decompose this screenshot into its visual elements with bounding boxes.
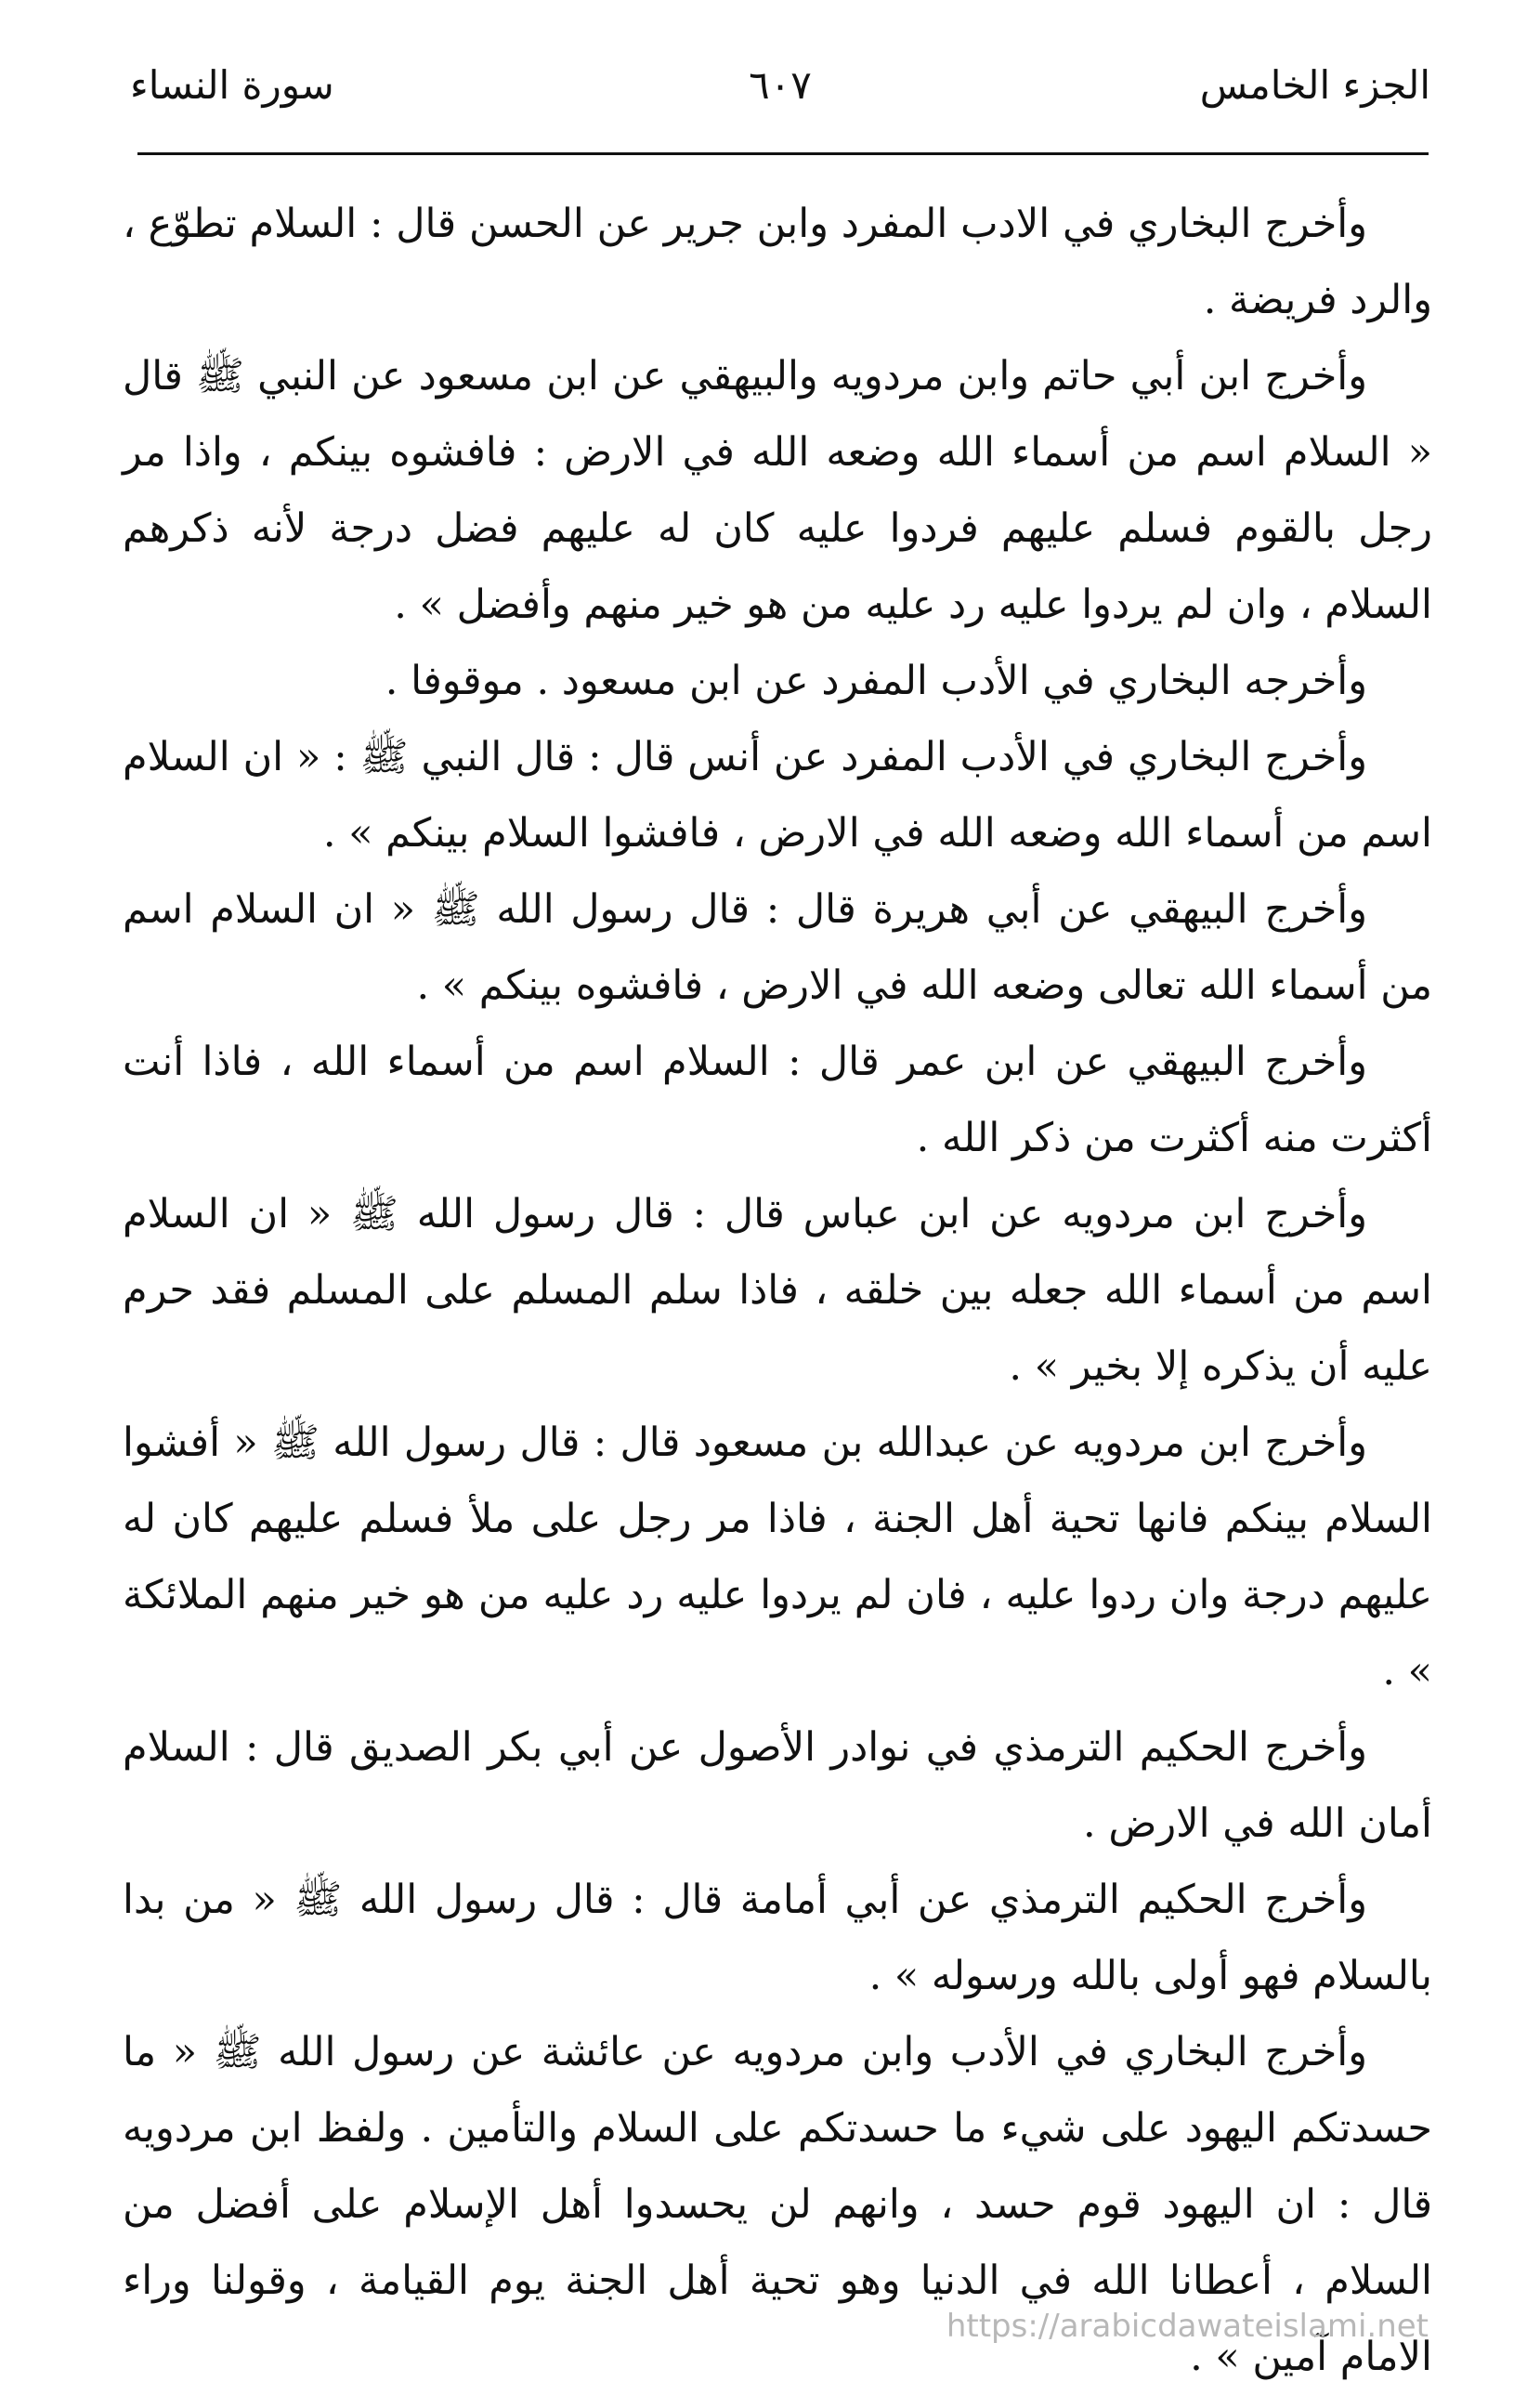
paragraph: وأخرج ابن أبي حاتم وابن مردويه والبيهقي عن ابن مسعود عن النبي ﷺ قال « السلام اسم من أسماء الله وضعه الله في الارض : فافشوه بينكم ، واذا مر رجل بالقوم فسلم عليهم فردوا عليه كان له عليهم فضل درجة لأنه ذكرهم السلام ، وان لم يردوا عليه رد عليه من هو خير منهم وأفضل » . xyxy=(123,353,1432,628)
surah-title: سورة النساء xyxy=(130,62,334,108)
page-body xyxy=(123,186,1432,2395)
paragraph: وأخرج ابن مردويه عن ابن عباس قال : قال رسول الله ﷺ « ان السلام اسم من أسماء الله جعله بين خلقه ، فاذا سلم المسلم على المسلم فقد حرم عليه أن يذكره إلا بخير » . xyxy=(123,1191,1432,1390)
paragraph: وأخرج البيهقي عن ابن عمر قال : السلام اسم من أسماء الله ، فاذا أنت أكثرت منه أكثرت من ذكر الله . xyxy=(123,1039,1432,1161)
page-header xyxy=(130,58,1430,123)
header-rule xyxy=(137,152,1429,155)
paragraph: وأخرج الحكيم الترمذي في نوادر الأصول عن أبي بكر الصديق قال : السلام أمان الله في الارض . xyxy=(123,1724,1432,1847)
paragraph: وأخرج ابن مردويه عن عبدالله بن مسعود قال : قال رسول الله ﷺ « أفشوا السلام بينكم فانها تحية أهل الجنة ، فاذا مر رجل على ملأ فسلم عليهم كان له عليهم درجة وان ردوا عليه ، فان لم يردوا عليه رد عليه من هو خير منهم الملائكة » . xyxy=(123,1420,1432,1695)
paragraph: وأخرج البخاري في الأدب المفرد عن أنس قال : قال النبي ﷺ : « ان السلام اسم من أسماء الله وضعه الله في الارض ، فافشوا السلام بينكم » . xyxy=(123,734,1432,857)
paragraph: وأخرج الحكيم الترمذي عن أبي أمامة قال : قال رسول الله ﷺ « من بدا بالسلام فهو أولى بالله ورسوله » . xyxy=(123,1877,1432,1999)
paragraph: وأخرج البيهقي عن أبي هريرة قال : قال رسول الله ﷺ « ان السلام اسم من أسماء الله تعالى وضعه الله في الارض ، فافشوه بينكم » . xyxy=(123,886,1432,1009)
page-number: ٦٠٧ xyxy=(749,62,812,108)
paragraph: وأخرج البخاري في الادب المفرد وابن جرير عن الحسن قال : السلام تطوّع ، والرد فريضة . xyxy=(123,201,1432,323)
paragraph: وأخرج البخاري في الأدب وابن مردويه عن عائشة عن رسول الله ﷺ « ما حسدتكم اليهود على شيء ما حسدتكم على السلام والتأمين . ولفظ ابن مردويه قال : ان اليهود قوم حسد ، وانهم لن يحسدوا أهل الإسلام على أفضل من السلام ، أعطانا الله في الدنيا وهو تحية أهل الجنة يوم القيامة ، وقولنا وراء الامام آمين » . xyxy=(123,2029,1432,2380)
part-title: الجزء الخامس xyxy=(1199,62,1430,108)
watermark-url: https://arabicdawateislami.net xyxy=(946,2308,1429,2345)
paragraph: وأخرجه البخاري في الأدب المفرد عن ابن مسعود . موقوفا . xyxy=(385,658,1367,704)
